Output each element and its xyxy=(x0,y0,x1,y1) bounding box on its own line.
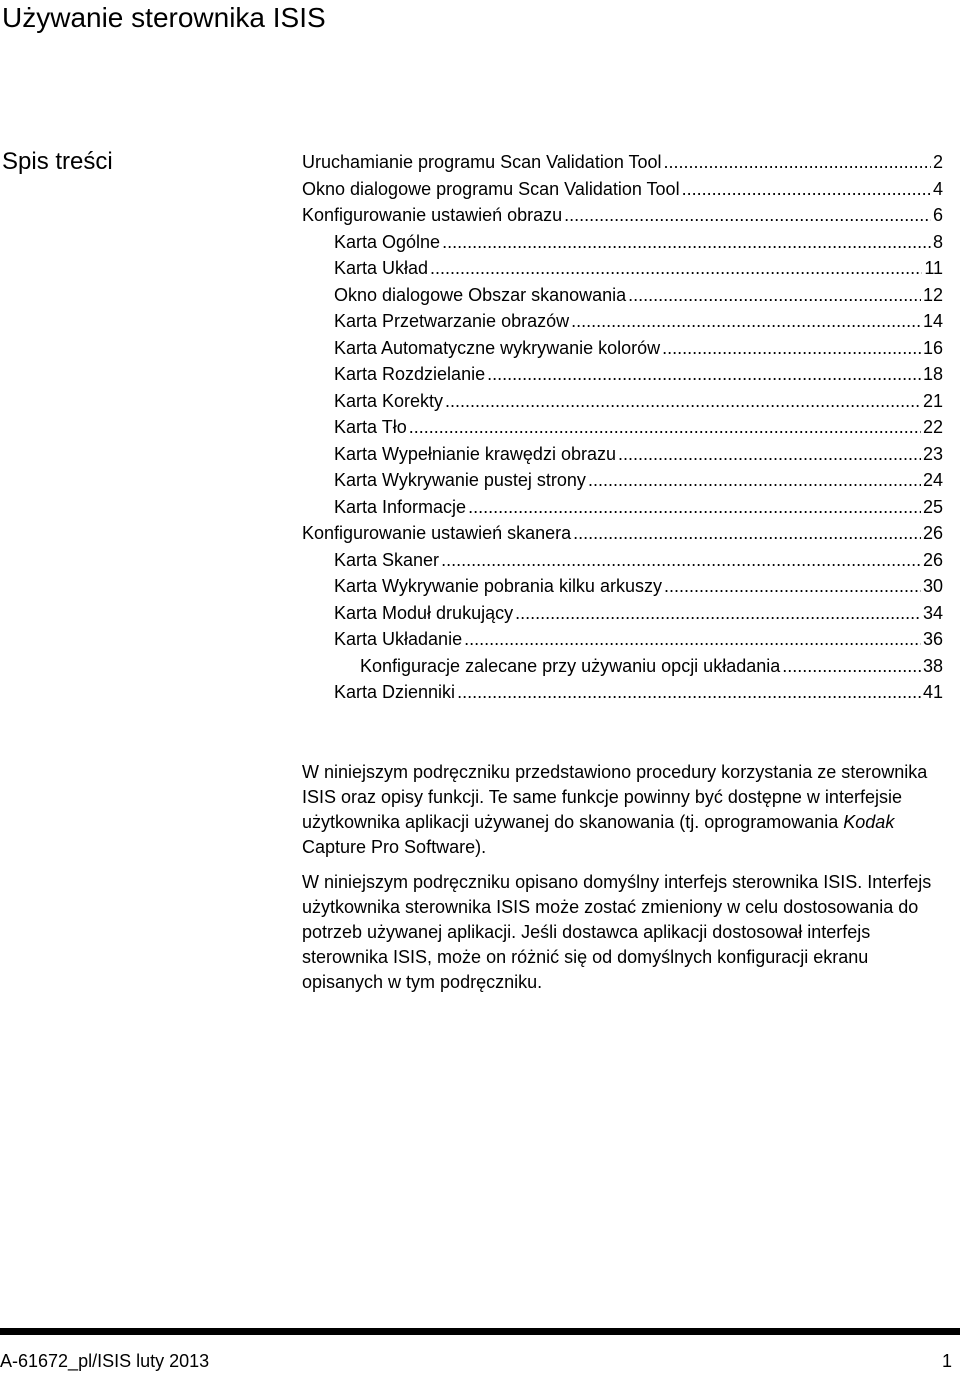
page-number: 1 xyxy=(941,1351,952,1371)
toc-entry-page: 26 xyxy=(922,523,943,543)
toc-dot-leader xyxy=(409,414,921,441)
toc-entry-label: Karta Informacje xyxy=(334,496,467,517)
intro-text xyxy=(302,760,952,1005)
toc-entry[interactable] xyxy=(302,255,943,282)
toc-entry-page: 21 xyxy=(922,390,943,411)
toc-entry-label: Konfiguracje zalecane przy używaniu opcji układania xyxy=(360,655,781,676)
toc-entry-label: Karta Ogólne xyxy=(334,231,441,252)
toc-dot-leader xyxy=(588,467,921,494)
toc-entry-label: Konfigurowanie ustawień obrazu xyxy=(302,205,563,225)
toc-entry-page: 26 xyxy=(922,549,943,570)
toc-entry[interactable] xyxy=(302,441,943,468)
toc-entry-label: Karta Moduł drukujący xyxy=(334,602,514,623)
toc-entry-page: 24 xyxy=(922,470,943,490)
toc-entry-label: Karta Rozdzielanie xyxy=(334,364,486,384)
toc-entry-label: Karta Korekty xyxy=(334,390,444,411)
toc-entry-label: Karta Skaner xyxy=(334,549,440,570)
toc-entry-label: Karta Układanie xyxy=(334,629,463,649)
intro-paragraph-1-end: Capture Pro Software). xyxy=(302,837,487,857)
toc-entry-page: 38 xyxy=(922,655,943,676)
toc-entry-label: Okno dialogowe programu Scan Validation Tool xyxy=(302,178,680,199)
toc-entry-label: Karta Dzienniki xyxy=(334,682,456,702)
toc-entry[interactable] xyxy=(302,679,943,706)
toc-entry[interactable] xyxy=(302,388,943,415)
toc-heading: Spis treści xyxy=(2,148,113,175)
toc-dot-leader xyxy=(442,229,931,256)
toc-entry-page: 34 xyxy=(922,602,943,623)
toc-entry[interactable] xyxy=(302,308,943,335)
toc-dot-leader xyxy=(468,494,921,521)
toc-entry-label: Uruchamianie programu Scan Validation Tool xyxy=(302,152,662,172)
toc-dot-leader xyxy=(487,361,921,388)
toc-entry-page: 16 xyxy=(922,337,943,358)
toc-dot-leader xyxy=(682,176,931,203)
toc-entry-label: Karta Tło xyxy=(334,417,407,437)
toc-dot-leader xyxy=(628,282,921,309)
toc-entry-page: 8 xyxy=(932,231,943,252)
toc-dot-leader xyxy=(573,520,921,547)
toc-dot-leader xyxy=(662,335,921,362)
toc-entry-page: 18 xyxy=(922,364,943,384)
toc-entry-page: 23 xyxy=(922,443,943,464)
toc-entry-label: Karta Wypełnianie krawędzi obrazu xyxy=(334,443,616,464)
toc-entry-label: Okno dialogowe Obszar skanowania xyxy=(334,284,627,305)
toc-entry[interactable] xyxy=(302,282,943,309)
toc-dot-leader xyxy=(782,653,921,680)
toc-dot-leader xyxy=(664,573,921,600)
toc-entry-page: 4 xyxy=(932,178,943,199)
toc-entry-page: 41 xyxy=(922,682,943,702)
document-id: A-61672_pl/ISIS luty 2013 xyxy=(0,1351,210,1371)
toc-entry-label: Karta Przetwarzanie obrazów xyxy=(334,311,570,331)
toc-entry[interactable] xyxy=(302,335,943,362)
page-title: Używanie sterownika ISIS xyxy=(2,2,326,33)
toc-dot-leader xyxy=(464,626,921,653)
toc-dot-leader xyxy=(457,679,921,706)
toc-entry[interactable] xyxy=(302,547,943,574)
intro-paragraph-1-start: W niniejszym podręczniku przedstawiono procedury korzystania ze sterownika ISIS oraz opisy funkcji. Te same funkcje powinny być dostępne w interfejsie użytkownika aplikacji używanej do skanowania (tj. oprogramowania xyxy=(302,762,928,832)
toc-entry-page: 6 xyxy=(932,205,943,225)
toc-entry-page: 22 xyxy=(922,417,943,437)
toc-entry-page: 2 xyxy=(932,152,943,172)
toc-entry[interactable] xyxy=(302,467,943,494)
toc-entry[interactable] xyxy=(302,202,943,229)
toc-entry-page: 14 xyxy=(922,311,943,331)
toc-dot-leader xyxy=(430,255,922,282)
toc-dot-leader xyxy=(441,547,921,574)
toc-entry[interactable] xyxy=(302,626,943,653)
toc-entry[interactable] xyxy=(302,653,943,680)
toc-entry-label: Karta Układ xyxy=(334,258,429,278)
toc-entry-page: 11 xyxy=(924,258,943,278)
toc-entry-label: Karta Automatyczne wykrywanie kolorów xyxy=(334,337,661,358)
toc-entry[interactable] xyxy=(302,573,943,600)
toc-entry-label: Konfigurowanie ustawień skanera xyxy=(302,523,572,543)
toc-dot-leader xyxy=(515,600,921,627)
toc-entry[interactable] xyxy=(302,229,943,256)
toc-dot-leader xyxy=(445,388,921,415)
toc-entry-page: 25 xyxy=(922,496,943,517)
intro-paragraph-2: W niniejszym podręczniku opisano domyślny interfejs sterownika ISIS. Interfejs użytkownika sterownika ISIS może zostać zmieniony w celu dostosowania do potrzeb używanej aplikacji. Jeśli dostawca aplikacji dostosował interfejs sterownika ISIS, może on różnić się od domyślnych konfiguracji ekranu opisanych w tym podręczniku. xyxy=(302,872,932,992)
toc-entry-label: Karta Wykrywanie pustej strony xyxy=(334,470,586,490)
toc-entry-label: Karta Wykrywanie pobrania kilku arkuszy xyxy=(334,576,662,596)
toc-entry[interactable] xyxy=(302,520,943,547)
toc-entry[interactable] xyxy=(302,149,943,176)
toc-entry[interactable] xyxy=(302,494,943,521)
toc-entry-page: 36 xyxy=(922,629,943,649)
footer-rule xyxy=(0,1328,960,1335)
toc-entry[interactable] xyxy=(302,176,943,203)
intro-paragraph-1 xyxy=(302,760,952,860)
toc-entry[interactable] xyxy=(302,414,943,441)
table-of-contents xyxy=(302,149,943,706)
toc-entry-page: 30 xyxy=(922,576,943,596)
toc-entry[interactable] xyxy=(302,361,943,388)
brand-name: Kodak xyxy=(843,812,895,832)
toc-entry[interactable] xyxy=(302,600,943,627)
toc-dot-leader xyxy=(571,308,921,335)
toc-dot-leader xyxy=(564,202,931,229)
toc-dot-leader xyxy=(664,149,931,176)
toc-entry-page: 12 xyxy=(922,284,943,305)
toc-dot-leader xyxy=(618,441,921,468)
